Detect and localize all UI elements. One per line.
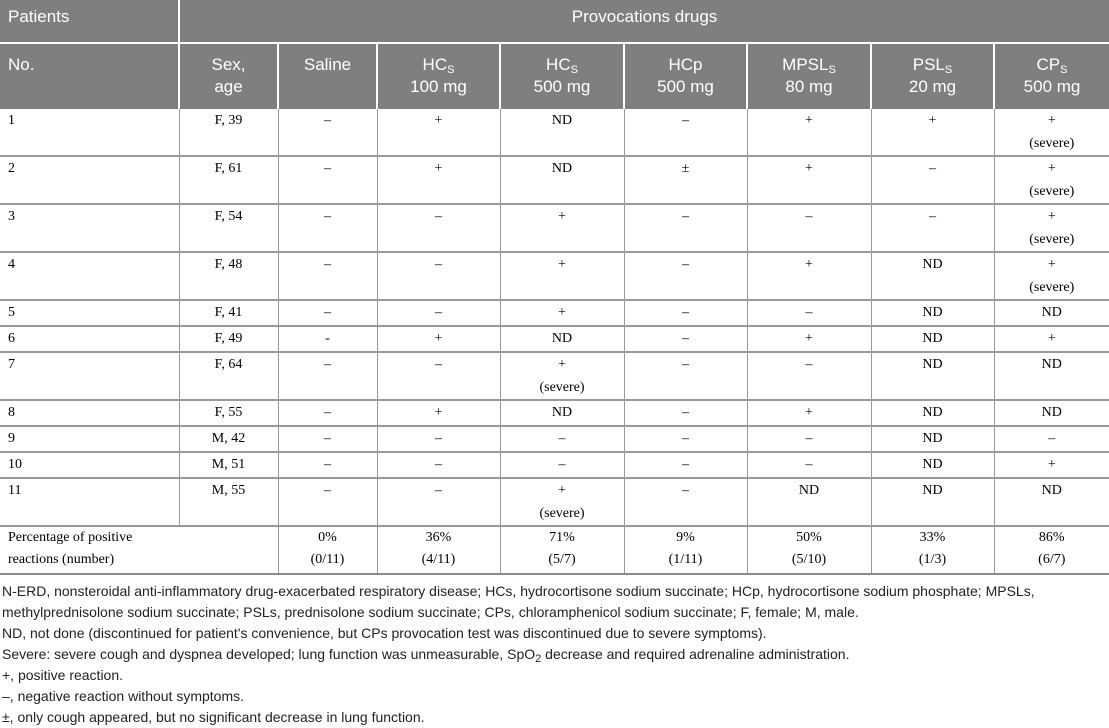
reaction-cell [871,400,994,426]
table-row [0,478,1109,526]
reaction-cell [624,400,747,426]
reaction-value: – [748,427,871,450]
reaction-value: + [501,205,624,228]
column-header-main [378,54,499,76]
reaction-value: ND [995,401,1109,424]
footnote-severe-text: Severe: severe cough and dyspnea developed; lung function was unmeasurable, SpO [2,646,535,662]
reaction-cell [747,109,871,156]
column-header-subscript: S [571,64,578,76]
reaction-value: + [501,253,624,276]
reaction-cell [624,326,747,352]
reaction-value: – [748,301,871,324]
reaction-value: ND [501,401,624,424]
reaction-cell [377,426,500,452]
provocation-drugs-header: Provocations drugs [179,0,1109,43]
reaction-value: + [748,401,871,424]
reaction-severity: (severe) [501,502,624,525]
patient-number: 10 [0,452,179,478]
reaction-cell [624,352,747,400]
table-row [0,109,1109,156]
reaction-cell [500,109,624,156]
summary-percentage: 0% [279,527,377,549]
summary-cell [624,526,747,574]
summary-count: (5/7) [501,549,624,571]
patient-number: 4 [0,252,179,300]
reaction-cell [278,400,377,426]
patient-number: 5 [0,300,179,326]
patient-number: 8 [0,400,179,426]
reaction-cell [994,204,1109,252]
table-row [0,252,1109,300]
reaction-value: + [748,253,871,276]
reaction-cell [994,252,1109,300]
reaction-cell [377,109,500,156]
column-header-subscript: S [1060,64,1067,76]
reaction-value: + [501,479,624,502]
column-header-label: MPSL [782,55,828,74]
reaction-cell [278,478,377,526]
column-header-dose: 100 mg [378,76,499,98]
table-row [0,156,1109,204]
reaction-value: + [378,157,500,180]
column-header-main [625,54,746,76]
reaction-value: – [872,205,994,228]
reaction-cell [500,252,624,300]
table-body [0,109,1109,574]
column-header-label: Sex, [211,55,245,74]
column-header [377,43,500,109]
patient-number: 2 [0,156,179,204]
column-header-main [872,54,993,76]
reaction-value: – [279,401,377,424]
reaction-value: – [279,109,377,132]
column-header-label: HC [423,55,448,74]
reaction-value: – [625,479,747,502]
reaction-value: – [501,453,624,476]
summary-cell [500,526,624,574]
reaction-severity: (severe) [995,132,1109,155]
reaction-value: + [872,109,994,132]
column-header-dose: 500 mg [501,76,623,98]
header-row-columns [0,43,1109,109]
reaction-value: – [625,327,747,350]
reaction-cell [747,426,871,452]
column-header [747,43,871,109]
column-header-subscript: S [828,64,835,76]
column-header-main [748,54,870,76]
footnotes [0,575,1109,728]
reaction-value: + [995,253,1109,276]
patient-number: 6 [0,326,179,352]
sex-age: F, 39 [179,109,278,156]
column-header-label: Saline [304,55,351,74]
reaction-cell [500,352,624,400]
reaction-value: – [625,253,747,276]
reaction-cell [377,156,500,204]
column-header-dose: 500 mg [625,76,746,98]
sex-age: M, 51 [179,452,278,478]
column-header-main [995,54,1109,76]
reaction-cell [871,326,994,352]
reaction-cell [871,109,994,156]
column-header-main [279,54,376,76]
summary-count: (0/11) [279,549,377,571]
footnote-plus: +, positive reaction. [2,665,1105,686]
reaction-cell [994,352,1109,400]
summary-label-line: reactions (number) [8,549,278,571]
reaction-value: – [378,479,500,502]
sex-age: F, 48 [179,252,278,300]
table-row [0,452,1109,478]
reaction-value: + [378,327,500,350]
reaction-cell [994,400,1109,426]
reaction-value: - [279,327,377,350]
summary-cell [871,526,994,574]
reaction-severity: (severe) [995,276,1109,299]
reaction-cell [377,352,500,400]
reaction-value: – [625,205,747,228]
summary-row [0,526,1109,574]
sex-age: F, 55 [179,400,278,426]
reaction-value: – [378,205,500,228]
reaction-value: ND [872,353,994,376]
reaction-value: + [995,109,1109,132]
reaction-value: ± [625,157,747,180]
reaction-cell [747,156,871,204]
summary-percentage: 50% [748,527,871,549]
reaction-cell [377,400,500,426]
reaction-cell [377,252,500,300]
reaction-cell [747,204,871,252]
summary-count: (1/11) [625,549,747,571]
reaction-value: – [748,453,871,476]
reaction-cell [278,156,377,204]
sex-age: F, 54 [179,204,278,252]
reaction-value: – [625,353,747,376]
column-header [179,43,278,109]
column-header-main [8,54,178,76]
footnote-nd: ND, not done (discontinued for patient's convenience, but CPs provocation test was discontinued due to severe symptoms). [2,623,1105,644]
column-header-dose: age [180,76,277,98]
reaction-value: ND [501,109,624,132]
reaction-severity: (severe) [995,180,1109,203]
reaction-value: + [748,109,871,132]
reaction-cell [994,156,1109,204]
patient-number: 1 [0,109,179,156]
table-row [0,300,1109,326]
table-row [0,426,1109,452]
column-header-label: CP [1037,55,1061,74]
reaction-cell [871,478,994,526]
summary-cell [377,526,500,574]
column-header-main [501,54,623,76]
sex-age: M, 55 [179,478,278,526]
column-header-dose: 500 mg [995,76,1109,98]
reaction-cell [994,300,1109,326]
sex-age: F, 64 [179,352,278,400]
reaction-cell [994,326,1109,352]
summary-count: (1/3) [872,549,994,571]
reaction-cell [500,452,624,478]
column-header-dose: 80 mg [748,76,870,98]
reaction-cell [747,452,871,478]
reaction-cell [747,252,871,300]
column-header [994,43,1109,109]
header-row-group [0,0,1109,43]
summary-percentage: 71% [501,527,624,549]
reaction-cell [747,400,871,426]
reaction-cell [500,478,624,526]
reaction-value: ND [872,301,994,324]
reaction-cell [278,452,377,478]
reaction-value: + [995,157,1109,180]
table-header [0,0,1109,109]
reaction-cell [994,478,1109,526]
reaction-value: ND [995,479,1109,502]
summary-cell [278,526,377,574]
table-row [0,352,1109,400]
column-header-dose: 20 mg [872,76,993,98]
reaction-cell [278,300,377,326]
reaction-value: – [625,453,747,476]
reaction-value: + [748,157,871,180]
patient-number: 3 [0,204,179,252]
table-row [0,326,1109,352]
reaction-cell [871,452,994,478]
reaction-value: – [279,427,377,450]
reaction-cell [624,109,747,156]
column-header [0,43,179,109]
reaction-cell [747,478,871,526]
reaction-value: – [279,253,377,276]
reaction-cell [500,400,624,426]
reaction-severity: (severe) [501,376,624,399]
reaction-cell [278,352,377,400]
reaction-cell [500,204,624,252]
patient-number: 11 [0,478,179,526]
patient-number: 7 [0,352,179,400]
reaction-cell [278,252,377,300]
reaction-value: ND [501,327,624,350]
reaction-value: – [279,479,377,502]
reaction-cell [278,109,377,156]
reaction-cell [747,326,871,352]
reaction-value: – [625,427,747,450]
reaction-value: – [872,157,994,180]
reaction-value: ND [995,353,1109,376]
reaction-value: – [625,301,747,324]
reaction-value: – [279,157,377,180]
reaction-cell [871,252,994,300]
patients-header: Patients [0,0,179,43]
reaction-cell [871,156,994,204]
reaction-cell [278,326,377,352]
reaction-value: – [378,301,500,324]
reaction-cell [624,300,747,326]
reaction-value: + [378,109,500,132]
reaction-cell [871,204,994,252]
column-header-label: PSL [913,55,945,74]
reaction-value: ND [748,479,871,502]
column-header [278,43,377,109]
footnote-abbreviations: N-ERD, nonsteroidal anti-inflammatory drug-exacerbated respiratory disease; HCs, hydrocortisone sodium succinate; HCp, hydrocortisone sodium phosphate; MPSLs, methylprednisolone sodium succinate; PSLs, prednisolone sodium succinate; CPs, chloramphenicol sodium succinate; F, female; M, male. [2,581,1105,623]
summary-count: (5/10) [748,549,871,571]
reaction-cell [624,426,747,452]
reaction-value: – [279,353,377,376]
reaction-value: + [995,327,1109,350]
reaction-cell [500,326,624,352]
table-row [0,204,1109,252]
column-header [500,43,624,109]
reaction-value: – [995,427,1109,450]
reaction-cell [871,426,994,452]
reaction-value: + [748,327,871,350]
footnote-plusminus: ±, only cough appeared, but no significant decrease in lung function. [2,707,1105,728]
column-header-label: No. [8,55,34,74]
reaction-cell [278,426,377,452]
reaction-cell [377,300,500,326]
footnote-minus: –, negative reaction without symptoms. [2,686,1105,707]
reaction-cell [377,204,500,252]
reaction-cell [624,156,747,204]
reaction-cell [500,156,624,204]
reaction-cell [747,300,871,326]
reaction-value: ND [501,157,624,180]
column-header [624,43,747,109]
reaction-cell [500,300,624,326]
reaction-cell [994,109,1109,156]
sex-age: M, 42 [179,426,278,452]
summary-cell [747,526,871,574]
summary-label [0,526,278,574]
column-header-subscript: S [447,64,454,76]
table-row [0,400,1109,426]
reaction-cell [624,252,747,300]
reaction-cell [994,452,1109,478]
reaction-value: – [748,353,871,376]
reaction-cell [624,452,747,478]
reaction-cell [500,426,624,452]
reaction-value: + [995,205,1109,228]
sex-age: F, 49 [179,326,278,352]
summary-label-line: Percentage of positive [8,527,278,549]
reaction-value: + [995,453,1109,476]
summary-count: (6/7) [995,549,1109,571]
patient-number: 9 [0,426,179,452]
reaction-value: – [279,453,377,476]
sex-age: F, 41 [179,300,278,326]
reaction-value: + [501,353,624,376]
reaction-value: ND [872,327,994,350]
footnote-severe-text-end: decrease and required adrenaline administration. [541,646,849,662]
summary-cell [994,526,1109,574]
column-header-main [180,54,277,76]
reaction-value: ND [872,253,994,276]
reaction-severity: (severe) [995,228,1109,251]
sex-age: F, 61 [179,156,278,204]
reaction-value: – [378,353,500,376]
reaction-value: ND [872,453,994,476]
summary-percentage: 9% [625,527,747,549]
reaction-value: – [625,401,747,424]
reaction-value: ND [872,427,994,450]
reaction-value: + [501,301,624,324]
summary-count: (4/11) [378,549,500,571]
reaction-value: – [625,109,747,132]
reaction-cell [377,478,500,526]
reaction-cell [747,352,871,400]
reaction-value: – [501,427,624,450]
reaction-value: + [378,401,500,424]
reaction-value: – [279,205,377,228]
summary-percentage: 86% [995,527,1109,549]
reaction-value: ND [872,401,994,424]
reaction-cell [278,204,377,252]
reaction-value: – [748,205,871,228]
reaction-cell [871,300,994,326]
reaction-value: ND [872,479,994,502]
reaction-cell [624,204,747,252]
reaction-value: ND [995,301,1109,324]
reaction-cell [994,426,1109,452]
reaction-cell [624,478,747,526]
summary-percentage: 33% [872,527,994,549]
reaction-cell [871,352,994,400]
reaction-cell [377,326,500,352]
column-header-subscript: S [945,64,952,76]
reaction-cell [377,452,500,478]
reaction-value: – [279,301,377,324]
column-header-label: HC [546,55,571,74]
reaction-value: – [378,253,500,276]
summary-percentage: 36% [378,527,500,549]
reaction-value: – [378,427,500,450]
reaction-value: – [378,453,500,476]
column-header-label: HCp [668,55,702,74]
column-header [871,43,994,109]
footnote-severe [2,644,1105,665]
footnote-severe-sub: 2 [535,653,541,665]
